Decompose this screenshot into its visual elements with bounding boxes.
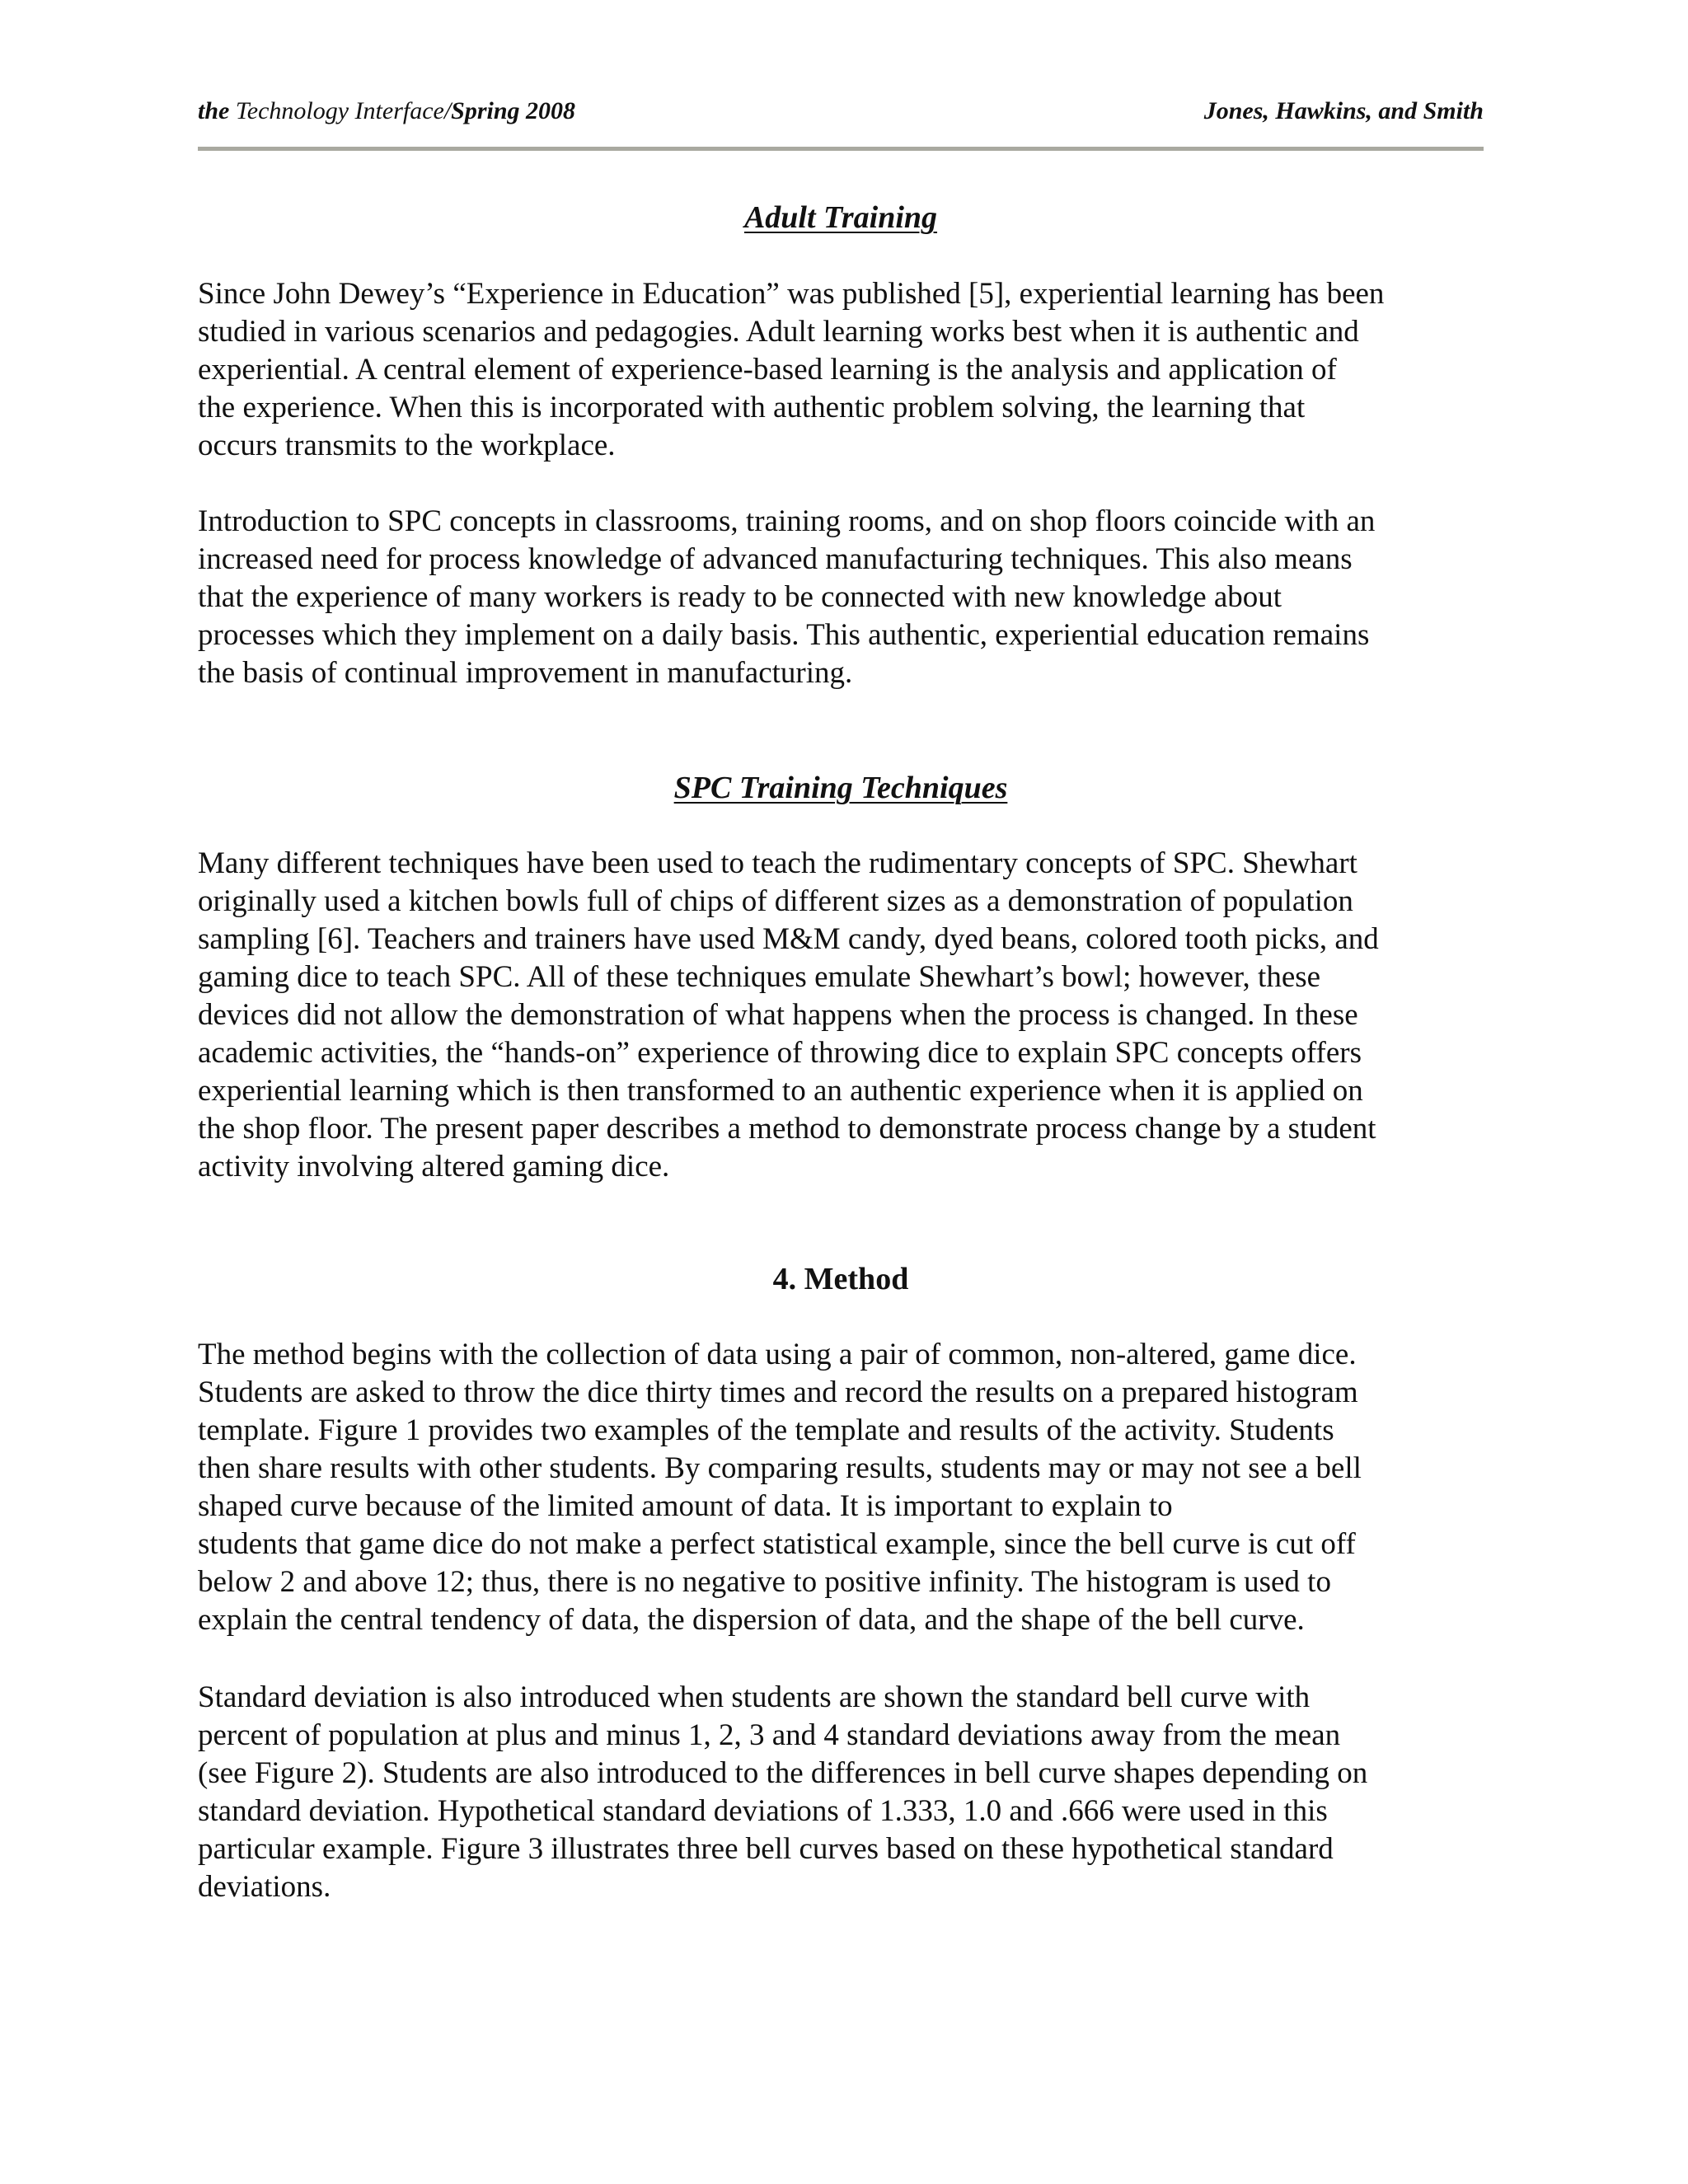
running-header: [198, 97, 1484, 134]
text-line: originally used a kitchen bowls full of chips of different sizes as a demonstration of population: [198, 884, 1353, 918]
text-line: processes which they implement on a daily basis. This authentic, experiential education remains: [198, 618, 1370, 652]
text-line: studied in various scenarios and pedagogies. Adult learning works best when it is authentic and: [198, 315, 1359, 349]
text-line: academic activities, the “hands-on” experience of throwing dice to explain SPC concepts offers: [198, 1036, 1362, 1070]
section-heading-adult-training: Adult Training: [743, 200, 938, 235]
text-line: Since John Dewey’s “Experience in Education” was published [5], experiential learning has been: [198, 277, 1385, 311]
paragraph-spc-training-1: [198, 845, 1484, 1186]
text-line: percent of population at plus and minus 1, 2, 3 and 4 standard deviations away from the mean: [198, 1718, 1341, 1752]
text-line: devices did not allow the demonstration of what happens when the process is changed. In these: [198, 998, 1358, 1032]
text-line: particular example. Figure 3 illustrates three bell curves based on these hypothetical standard: [198, 1832, 1334, 1866]
text-line: gaming dice to teach SPC. All of these techniques emulate Shewhart’s bowl; however, these: [198, 960, 1321, 994]
text-line: increased need for process knowledge of advanced manufacturing techniques. This also means: [198, 542, 1353, 576]
text-line: Students are asked to throw the dice thirty times and record the results on a prepared histogram: [198, 1376, 1358, 1409]
text-line: that the experience of many workers is ready to be connected with new knowledge about: [198, 580, 1282, 614]
text-line: the basis of continual improvement in manufacturing.: [198, 656, 853, 690]
text-line: occurs transmits to the workplace.: [198, 429, 616, 462]
section-heading-spc-training: SPC Training Techniques: [673, 771, 1008, 805]
text-line: the shop floor. The present paper describes a method to demonstrate process change by a student: [198, 1112, 1376, 1146]
text-line: then share results with other students. By comparing results, students may or may not see a bell: [198, 1451, 1362, 1485]
text-line: Introduction to SPC concepts in classrooms, training rooms, and on shop floors coincide with an: [198, 504, 1376, 538]
paragraph-adult-training-1: [198, 275, 1484, 465]
text-line: shaped curve because of the limited amount of data. It is important to explain to: [198, 1489, 1173, 1523]
journal-issue: Spring 2008: [451, 97, 576, 124]
text-line: the experience. When this is incorporated with authentic problem solving, the learning that: [198, 391, 1306, 424]
text-line: The method begins with the collection of data using a pair of common, non-altered, game dice.: [198, 1338, 1357, 1371]
paragraph-method-2: [198, 1679, 1484, 1906]
journal-name: Technology Interface/: [229, 97, 452, 124]
text-line: below 2 and above 12; thus, there is no negative to positive infinity. The histogram is used to: [198, 1565, 1331, 1599]
text-line: experiential learning which is then transformed to an authentic experience when it is applied on: [198, 1074, 1363, 1108]
text-line: Many different techniques have been used to teach the rudimentary concepts of SPC. Shewhart: [198, 846, 1357, 880]
text-line: students that game dice do not make a perfect statistical example, since the bell curve is cut off: [198, 1527, 1356, 1561]
journal-prefix: the: [198, 97, 230, 124]
paragraph-method-1: [198, 1336, 1484, 1639]
text-line: sampling [6]. Teachers and trainers have used M&M candy, dyed beans, colored tooth picks, and: [198, 922, 1379, 956]
header-rule: [198, 147, 1484, 151]
text-line: activity involving altered gaming dice.: [198, 1150, 670, 1183]
section-heading-method: 4. Method: [772, 1262, 909, 1296]
text-line: template. Figure 1 provides two examples of the template and results of the activity. Students: [198, 1413, 1334, 1447]
text-line: deviations.: [198, 1870, 331, 1904]
journal-title: [198, 97, 575, 125]
text-line: explain the central tendency of data, the dispersion of data, and the shape of the bell curve.: [198, 1603, 1305, 1637]
text-line: Standard deviation is also introduced when students are shown the standard bell curve with: [198, 1680, 1311, 1714]
text-line: standard deviation. Hypothetical standard deviations of 1.333, 1.0 and .666 were used in this: [198, 1794, 1328, 1828]
paragraph-adult-training-2: [198, 503, 1484, 692]
text-line: (see Figure 2). Students are also introduced to the differences in bell curve shapes depending on: [198, 1756, 1368, 1790]
author-names: Jones, Hawkins, and Smith: [1203, 97, 1484, 124]
text-line: experiential. A central element of experience-based learning is the analysis and application of: [198, 353, 1337, 387]
